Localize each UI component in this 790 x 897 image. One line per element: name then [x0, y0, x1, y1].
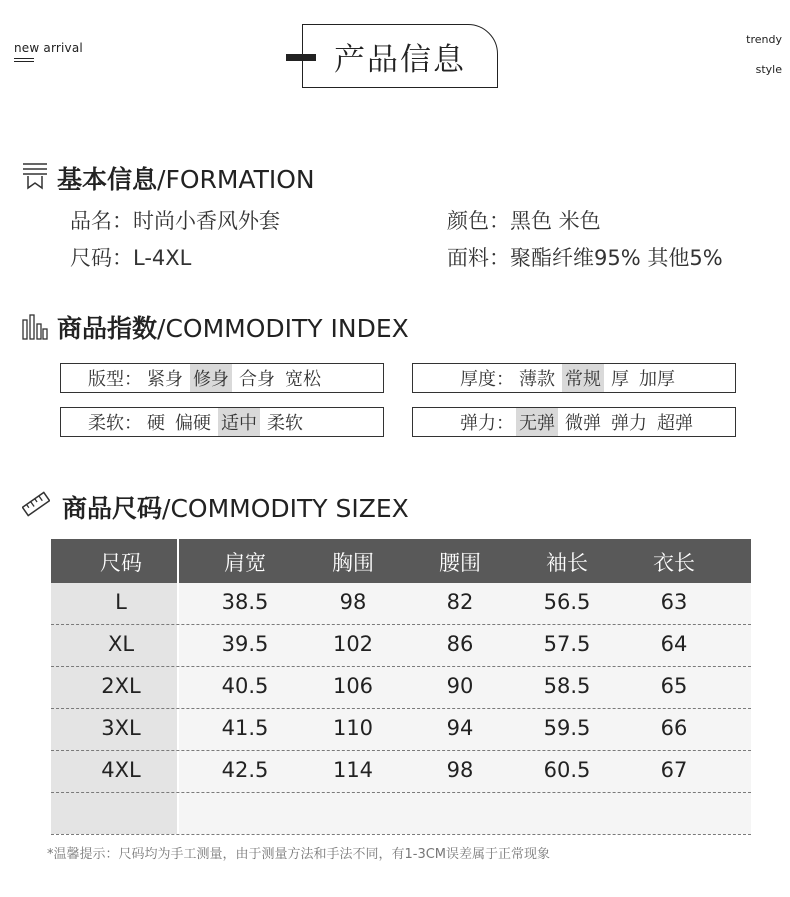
table-cell: 82 — [446, 590, 474, 614]
index-option: 弹力 — [611, 413, 647, 434]
table-cell: 66 — [660, 716, 688, 740]
index-option: 宽松 — [285, 369, 321, 390]
title-dash — [286, 54, 316, 61]
basic-info-heading: 基本信息/FORMATION — [57, 165, 315, 194]
table-cell: 57.5 — [543, 632, 591, 656]
table-cell: 106 — [332, 674, 374, 698]
index-row-fit — [60, 363, 384, 393]
row-divider — [51, 834, 751, 835]
table-cell: 86 — [446, 632, 474, 656]
index-option-selected: 适中 — [218, 408, 260, 436]
index-option: 薄款 — [519, 369, 555, 390]
table-cell: 63 — [660, 590, 688, 614]
index-option: 偏硬 — [175, 413, 211, 434]
table-cell: 59.5 — [543, 716, 591, 740]
row-divider — [51, 792, 751, 793]
table-cell: 40.5 — [221, 674, 269, 698]
measurement-note: *温馨提示：尺码均为手工测量，由于测量方法和手法不同，有1-3CM误差属于正常现象 — [47, 847, 551, 862]
table-header-cell: 腰围 — [439, 551, 481, 575]
product-color: 颜色：黑色 米色 — [447, 209, 601, 233]
table-cell: 56.5 — [543, 590, 591, 614]
page-title: 产品信息 — [334, 42, 466, 78]
index-row-thickness — [412, 363, 736, 393]
index-label: 版型： — [88, 369, 142, 390]
row-divider — [51, 750, 751, 751]
table-header-cell: 袖长 — [546, 551, 588, 575]
table-cell: 102 — [332, 632, 374, 656]
table-header-cell: 肩宽 — [224, 551, 266, 575]
index-label: 厚度： — [460, 369, 514, 390]
bar-chart-icon — [22, 312, 48, 344]
size-table-heading: 商品尺码/COMMODITY SIZEX — [62, 494, 409, 523]
table-cell: 114 — [332, 758, 374, 782]
table-cell: 39.5 — [221, 632, 269, 656]
size-cell: 3XL — [101, 716, 141, 740]
header-separator — [177, 539, 179, 583]
product-fabric: 面料：聚酯纤维95% 其他5% — [447, 246, 723, 270]
trendy-tag: trendy — [746, 33, 782, 46]
index-label: 柔软： — [88, 413, 142, 434]
product-size: 尺码：L-4XL — [70, 246, 192, 270]
size-cell: L — [115, 590, 127, 614]
index-option: 柔软 — [267, 413, 303, 434]
table-cell: 67 — [660, 758, 688, 782]
size-cell: 4XL — [101, 758, 141, 782]
row-divider — [51, 708, 751, 709]
table-cell: 41.5 — [221, 716, 269, 740]
product-name: 品名：时尚小香风外套 — [70, 209, 280, 233]
index-row-elasticity — [412, 407, 736, 437]
table-cell: 94 — [446, 716, 474, 740]
ruler-icon — [22, 490, 50, 522]
table-cell: 65 — [660, 674, 688, 698]
table-cell: 42.5 — [221, 758, 269, 782]
table-cell: 98 — [339, 590, 367, 614]
table-cell: 98 — [446, 758, 474, 782]
index-option: 加厚 — [639, 369, 675, 390]
index-option-selected: 常规 — [562, 364, 604, 392]
table-header-cell: 衣长 — [653, 551, 695, 575]
index-option: 合身 — [239, 369, 275, 390]
index-option: 微弹 — [565, 413, 601, 434]
row-divider — [51, 666, 751, 667]
table-cell: 58.5 — [543, 674, 591, 698]
index-option-selected: 无弹 — [516, 408, 558, 436]
index-option: 超弹 — [657, 413, 693, 434]
style-tag: style — [755, 63, 782, 76]
new-arrival-tag: new arrival — [14, 41, 83, 55]
index-option: 紧身 — [147, 369, 183, 390]
size-cell: XL — [107, 632, 135, 656]
table-cell: 110 — [332, 716, 374, 740]
table-cell: 60.5 — [543, 758, 591, 782]
table-cell: 38.5 — [221, 590, 269, 614]
index-option-selected: 修身 — [190, 364, 232, 392]
commodity-index-heading: 商品指数/COMMODITY INDEX — [57, 314, 409, 343]
index-option: 硬 — [147, 413, 165, 434]
table-cell: 64 — [660, 632, 688, 656]
list-flag-icon — [22, 162, 48, 194]
underline — [14, 61, 34, 62]
table-header-cell: 尺码 — [100, 551, 142, 575]
index-label: 弹力： — [460, 413, 514, 434]
index-option: 厚 — [611, 369, 629, 390]
row-divider — [51, 624, 751, 625]
underline — [14, 58, 34, 59]
size-cell: 2XL — [101, 674, 141, 698]
table-header-cell: 胸围 — [332, 551, 374, 575]
index-row-softness — [60, 407, 384, 437]
table-cell: 90 — [446, 674, 474, 698]
